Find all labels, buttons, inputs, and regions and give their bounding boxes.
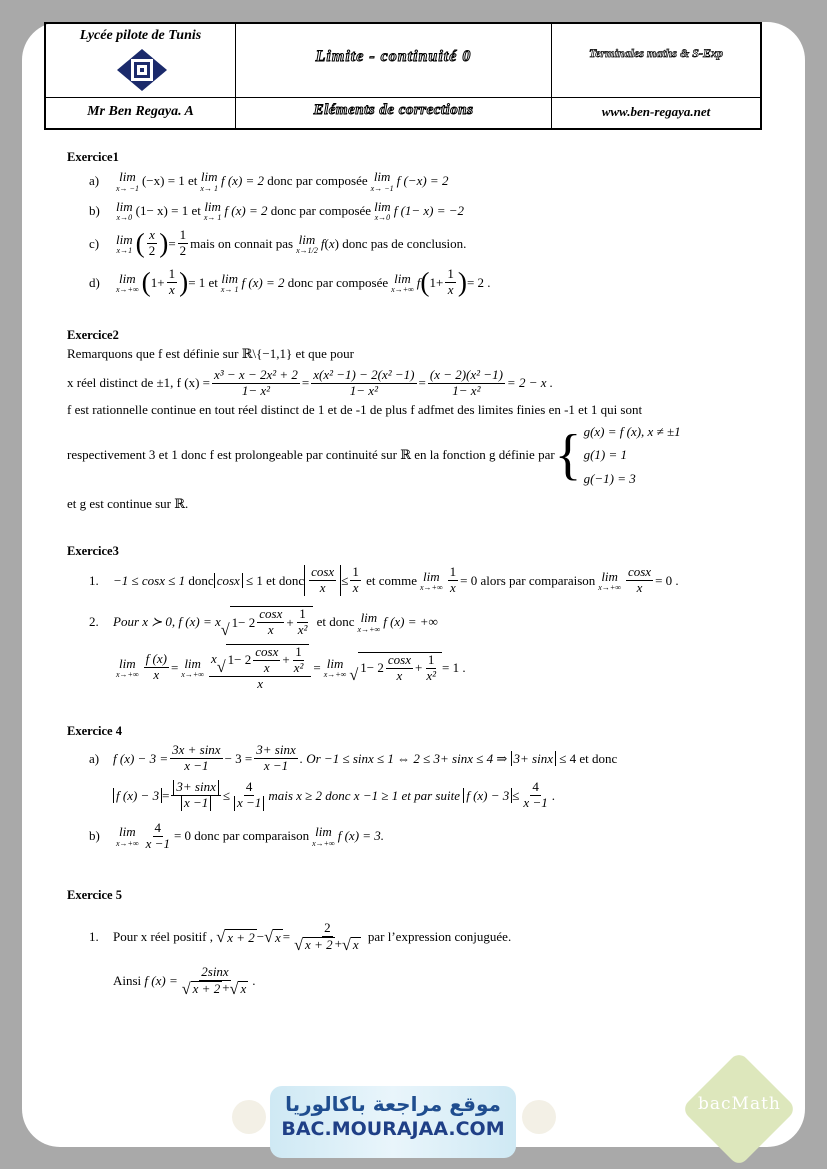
exercise-title: Exercice1 (67, 150, 119, 164)
exercise-title: Exercice2 (67, 328, 119, 342)
ex1-line-d: d) lim x→+∞ ( 1+ $\frac{1}{x}$ ) = 1 et lim x→ 1 f (x) = 2 donc par composée lim x→+∞ f ( 1+ $\frac{1}{x}$ ) = 2 . (89, 266, 491, 297)
ex3-item-2: 2. Pour x ≻ 0, f (x) = x √ 1− 2 $\frac{\cos x}{x}$ + $\frac{1}{\text{x²}}$ et donc lim x→+∞ f (x) = +∞ (89, 605, 438, 639)
header-school-cell (46, 24, 236, 98)
header-teacher-cell (46, 98, 236, 128)
school-logo (116, 48, 168, 92)
ex2-line-1: Remarquons que f est définie sur ℝ\{−1,1} et que pour (67, 346, 354, 361)
footer-banner[interactable] (270, 1086, 516, 1158)
footer-arabic-label: موقع مراجعة باكالوريا (285, 1092, 501, 1116)
school-name: Lycée pilote de Tunis (79, 28, 202, 43)
exercise-title: Exercice3 (67, 544, 119, 558)
classes-label: Terminales maths & S-Exp (589, 46, 723, 60)
ex4-line-a1: a) f (x) − 3 = $\frac{3x + \sin x}{x -1}$ − 3 = $\frac{3+ \sin x}{x -1}$ . Or −1 ≤ sinx ≤ 1 ⇔ 2 ≤ 3+ sinx ≤ 4 ⇒ 3+ sinx ≤ 4 et donc (89, 742, 618, 773)
header-title-cell (236, 24, 552, 98)
header-web-cell (552, 98, 760, 128)
ex2-line-4: respectivement 3 et 1 donc f est prolongeable par continuité sur ℝ en la fonction g définie par { g(x) = f (x), x ≠ ±1 g(1) = 1 g(−1) = 3 (67, 424, 681, 487)
page-title: Limite - continuité 0 (315, 48, 472, 65)
ex1-line-b: b) lim x→0 (1− x) = 1 et lim x→ 1 f (x) = 2 donc par composée lim x→0 f (1− x) = −2 (89, 198, 465, 223)
ex2-formula: x réel distinct de ±1, f (x) = $\frac{\text{x³ − x − 2x² + 2}}{\text{1− x²}}$ = $\frac{\text{x(x² −1) − 2(x² −1)}}{\text{1− x²}}$ = $\frac{\text{(x − 2)(x² −1)}}{\text{1− x²}}$ = 2 − x . (67, 366, 553, 398)
ex3-item-1: 1. −1 ≤ cosx ≤ 1 donc cosx ≤ 1 et donc $\frac{\cos x}{x}$ ≤ $\frac{1}{x}$ et comme lim x→+∞ $\frac{1}{x}$ = 0 alors par comparaison lim x→+∞ $\frac{\cos x}{x}$ = 0 . (89, 564, 679, 595)
exercise-5 (67, 888, 767, 997)
ex4-line-b: b) lim x→+∞ $\frac{4}{x -1}$ = 0 donc par comparaison lim x→+∞ f (x) = 3. (89, 819, 385, 851)
ex5-item-1: 1. Pour x réel positif , √ x + 2 − √ x = 2 √ x + 2 + √ x par l’expression conjuguée. (89, 920, 512, 954)
exercise-3 (67, 544, 767, 692)
exercise-2 (67, 328, 767, 512)
ex1-line-c: c) lim x→1 ( $\frac{x}{2}$ ) = $\frac{1}{2}$ mais on connait pas lim x→1/2 f ( x ) donc pas de conclusion. (89, 227, 467, 259)
ex5-item-2: Ainsi f (x) = 2sinx √ x + 2 + √ x . (113, 964, 256, 999)
teacher-name: Mr Ben Regaya. A (87, 104, 194, 119)
header-table (44, 22, 762, 130)
footer-logo-right-icon (522, 1100, 556, 1134)
page-subtitle: Eléments de corrections (313, 102, 474, 118)
ex1-line-a: a) lim x→ −1 (−x) = 1 et lim x→ 1 f (x) = 2 donc par composée lim x→ −1 f (−x) = 2 (89, 169, 449, 193)
exercise-title: Exercice 4 (67, 724, 122, 738)
exercise-title: Exercice 5 (67, 888, 122, 902)
header-classes-cell (552, 24, 760, 98)
footer-site-link[interactable]: BAC.MOURAJAA.COM (281, 1118, 505, 1140)
exercise-1 (67, 150, 767, 298)
website-link[interactable]: www.ben-regaya.net (601, 104, 711, 119)
bacmath-badge-label: bacMath (698, 1094, 781, 1114)
ex3-item-3: lim x→+∞ $\frac{f (x)}{x}$ = lim x→+∞ x √ 1− 2 $\frac{\cos x}{x}$ + $\frac{1}{\text{x²}}$ x = lim x→+∞ √ 1− 2 $\frac{\cos x}{x}$ + $\frac{1}{\text{x²}}$ = 1 . (116, 643, 466, 691)
ex4-line-a2: f (x) − 3 = $\frac{3+ \sin x}{x -1}$ ≤ $\frac{4}{x -1}$ mais x ≥ 2 donc x −1 ≥ 1 et par suite f (x) − 3 ≤ $\frac{4}{x -1}$ . (67, 780, 767, 811)
ex2-line-3: f est rationnelle continue en tout réel distinct de 1 et de -1 de plus f adfmet des limites finies en -1 et 1 qui sont (67, 402, 643, 418)
header-subtitle-cell (236, 98, 552, 128)
ex2-line-5: et g est continue sur ℝ. (67, 496, 189, 512)
footer-logo-left-icon (232, 1100, 266, 1134)
exercise-4 (67, 724, 767, 852)
